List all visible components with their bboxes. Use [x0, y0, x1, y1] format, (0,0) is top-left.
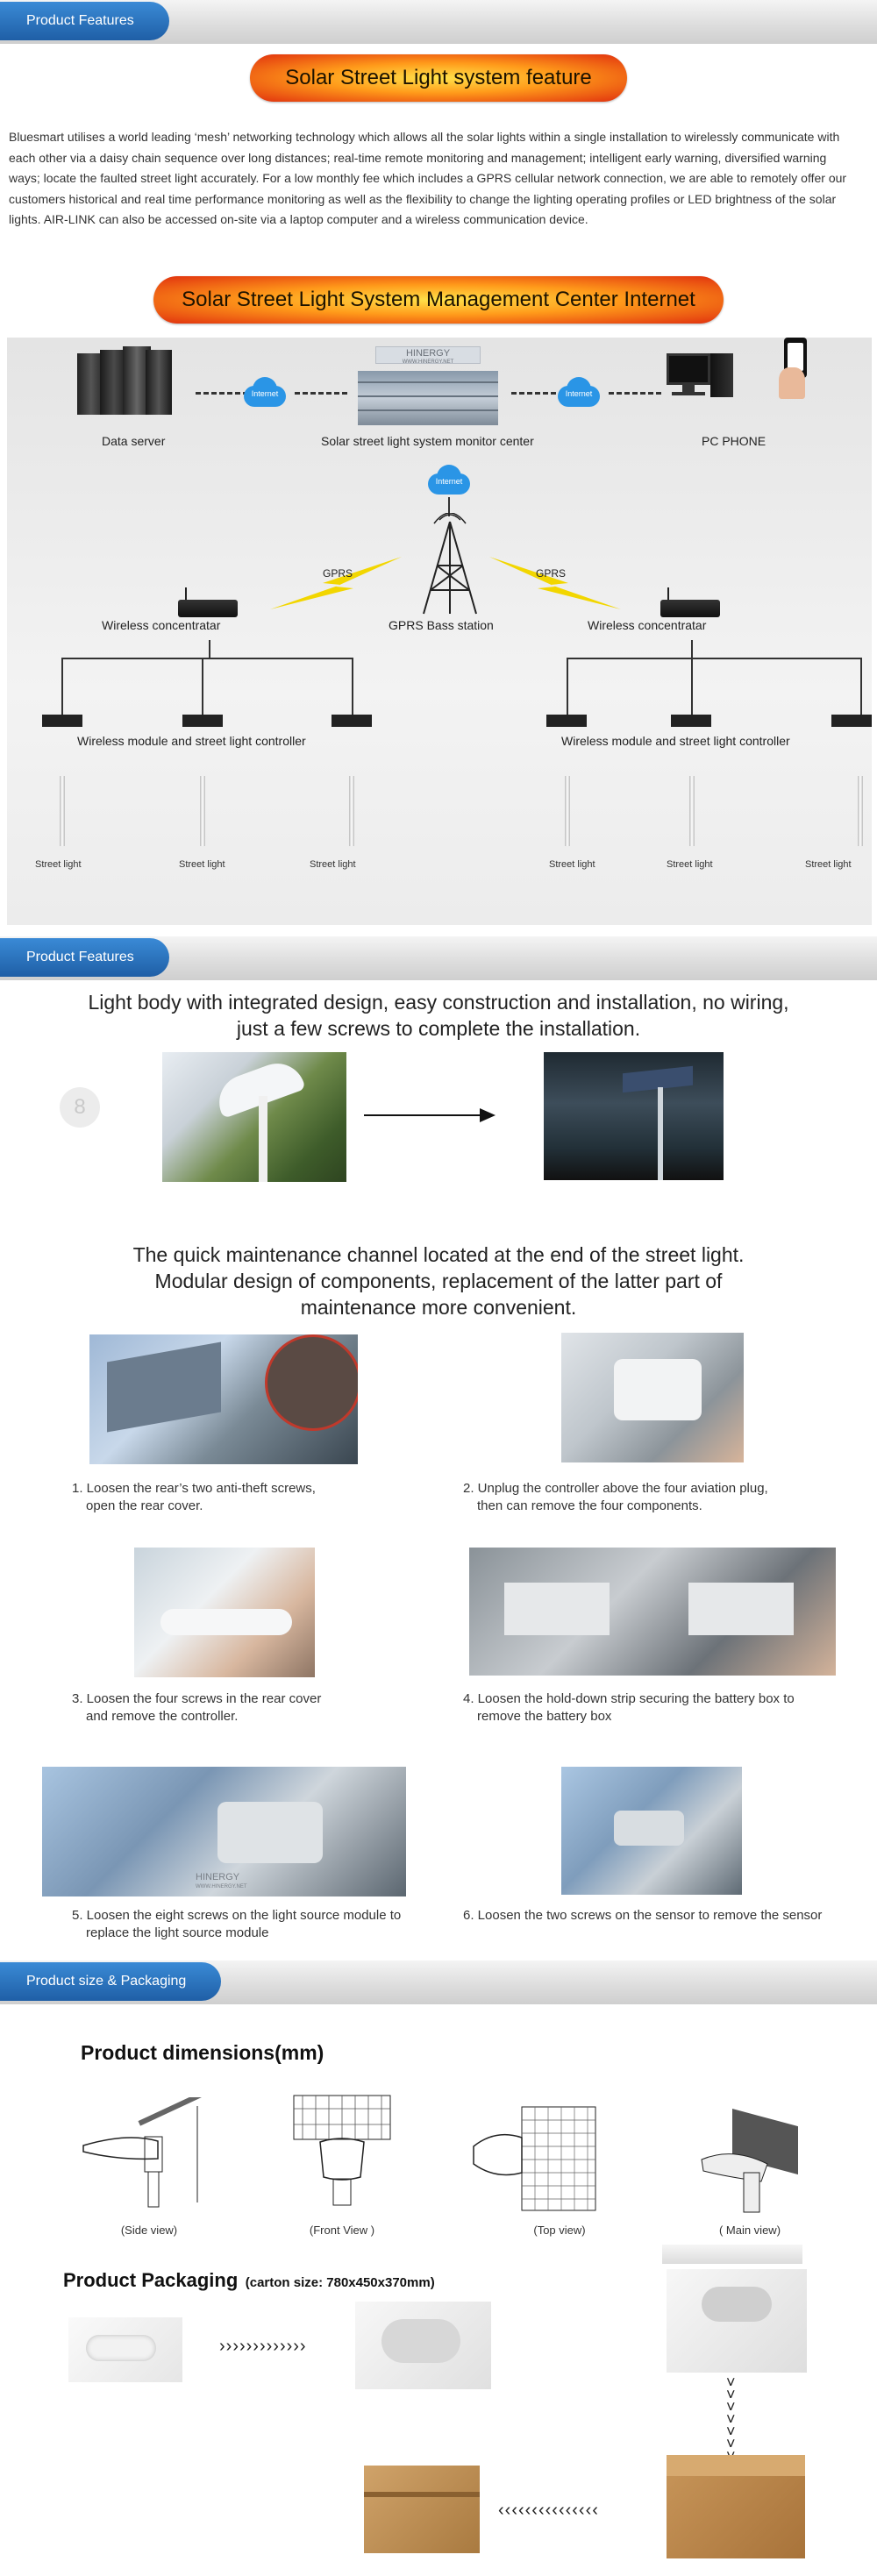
tree-line	[352, 658, 353, 719]
section-tab-features-2: Product Features	[0, 938, 169, 977]
arrow-left-sequence: ‹‹‹‹‹‹‹‹‹‹‹‹‹‹‹	[498, 2501, 599, 2520]
network-diagram	[7, 338, 872, 925]
tree-line	[567, 658, 862, 659]
tree-line	[691, 658, 693, 719]
intro-paragraph: Bluesmart utilises a world leading ‘mesh’ networking technology which allows all the solar lights within a single installation to wirelessly communicate with each other via a daisy chain sequence over long distances; real-time remote monitoring and management; intelligent early warning, diversified warning ways; locate the faulted street light accurately. For a low monthly fee which includes a GPRS cellular network connection, we are able to remotely offer our customers historical and real time performance monitoring as well as the flexibility to change the lighting operating profiles or LED brightness of the solar lights. AIR-LINK can also be accessed on-site via a laptop computer and a wireless communication device.	[9, 130, 847, 226]
install-photo-after	[544, 1052, 724, 1180]
module-box-icon	[182, 715, 223, 727]
step3-caption-line1: 3. Loosen the four screws in the rear cover	[72, 1691, 322, 1706]
concentrator-right-icon	[660, 587, 722, 619]
street-light-icon	[565, 776, 570, 846]
pc-tower-icon	[710, 353, 733, 397]
foam-with-light-photo	[355, 2302, 491, 2389]
arrow-down-sequence: ˅˅˅˅˅˅	[726, 2373, 737, 2452]
side-view-label: (Side view)	[120, 2224, 178, 2237]
packaging-title: Product Packaging	[63, 2269, 239, 2291]
concentrator-left-icon	[178, 587, 239, 619]
module-right-label: Wireless module and street light controller	[561, 734, 790, 748]
arrow-right-sequence: ›››››››››››››	[219, 2337, 307, 2356]
maint-text-line2: Modular design of components, replacement of the latter part of	[154, 1270, 723, 1292]
maint-text-line3: maintenance more convenient.	[300, 1296, 577, 1319]
arrow-right-icon	[364, 1107, 496, 1124]
street-light-icon	[60, 776, 65, 846]
street-light-icon	[689, 776, 695, 846]
section-bar-features	[0, 0, 877, 44]
top-view-drawing	[469, 2103, 601, 2217]
module-left-label: Wireless module and street light controller	[77, 734, 306, 748]
step6-photo	[561, 1767, 742, 1895]
main-view-drawing	[693, 2094, 807, 2221]
step2-photo	[561, 1333, 744, 1462]
tree-line	[209, 640, 210, 658]
headline-management-center: Solar Street Light System Management Center Internet	[153, 276, 724, 324]
street-light-icon	[349, 776, 354, 846]
gprs-label-left: GPRS	[323, 567, 353, 580]
link-dash	[609, 392, 661, 395]
module-box-icon	[42, 715, 82, 727]
step1-caption-line1: 1. Loosen the rear’s two anti-theft screws,	[72, 1481, 316, 1496]
carton-closed-photo	[364, 2466, 480, 2553]
server-rack-icon	[77, 346, 174, 416]
section-tab-size: Product size & Packaging	[0, 1962, 221, 2001]
step5-caption-line1: 5. Loosen the eight screws on the light source module to	[72, 1908, 402, 1923]
street-light-label: Street light	[667, 859, 713, 870]
tree-line	[61, 658, 63, 719]
link-dash	[295, 392, 347, 395]
packaging-title-row	[63, 2269, 435, 2292]
side-view-drawing	[75, 2097, 219, 2220]
pc-phone-label: PC PHONE	[702, 434, 766, 448]
internet-cloud-icon: Internet	[421, 465, 477, 495]
front-view-label: (Front View )	[309, 2224, 375, 2237]
tree-line	[202, 658, 203, 719]
step2-caption-line2: then can remove the four components.	[477, 1498, 702, 1513]
street-light-label: Street light	[805, 859, 852, 870]
step5-caption-line2: replace the light source module	[86, 1925, 269, 1940]
data-server-label: Data server	[102, 434, 166, 448]
brand-watermark: HINERGY	[405, 348, 451, 359]
step4-photo	[469, 1548, 836, 1676]
module-box-icon	[332, 715, 372, 727]
brand-url-watermark: WWW.HINERGY.NET	[402, 359, 454, 365]
tree-line	[691, 640, 693, 658]
tree-line	[61, 658, 353, 659]
foam-insert-photo	[68, 2317, 182, 2382]
gprs-bolt-left-icon	[270, 557, 402, 609]
step-number-badge: 8	[60, 1087, 100, 1128]
step5-photo	[42, 1767, 406, 1896]
brand-watermark: HINERGY	[196, 1872, 240, 1882]
step4-caption-line2: remove the battery box	[477, 1709, 612, 1724]
gprs-tower-icon	[406, 513, 494, 618]
install-text-line1: Light body with integrated design, easy construction and installation, no wiring,	[88, 991, 789, 1014]
main-view-label: ( Main view)	[718, 2224, 781, 2237]
concentrator-right-label: Wireless concentratar	[588, 618, 707, 632]
street-light-label: Street light	[35, 859, 82, 870]
step1-photo	[89, 1334, 358, 1464]
street-light-label: Street light	[179, 859, 225, 870]
top-view-label: (Top view)	[533, 2224, 586, 2237]
step3-photo	[134, 1548, 315, 1677]
front-view-drawing	[285, 2091, 399, 2214]
internet-cloud-icon: Internet	[551, 377, 607, 407]
foam-lid-photo	[662, 2245, 802, 2264]
dimensions-title: Product dimensions(mm)	[81, 2041, 324, 2064]
phone-icon	[779, 338, 814, 402]
step3-caption-line2: and remove the controller.	[86, 1709, 239, 1724]
concentrator-left-label: Wireless concentratar	[102, 618, 221, 632]
street-light-icon	[858, 776, 863, 846]
foam-box-photo	[667, 2269, 807, 2373]
tree-line	[567, 658, 568, 719]
carton-open-photo	[667, 2455, 805, 2558]
street-light-icon	[200, 776, 205, 846]
monitor-center-label: Solar street light system monitor center	[321, 434, 534, 448]
headline-system-feature: Solar Street Light system feature	[250, 54, 627, 102]
install-photo-before	[162, 1052, 346, 1182]
step2-caption-line1: 2. Unplug the controller above the four aviation plug,	[463, 1481, 768, 1496]
maint-text-line1: The quick maintenance channel located at the end of the street light.	[132, 1243, 745, 1266]
gprs-label-right: GPRS	[536, 567, 567, 580]
base-station-label: GPRS Bass station	[389, 618, 494, 632]
module-box-icon	[546, 715, 587, 727]
tree-line	[860, 658, 862, 719]
street-light-label: Street light	[549, 859, 595, 870]
brand-url-watermark: WWW.HINERGY.NET	[196, 1884, 247, 1889]
internet-cloud-icon: Internet	[237, 377, 293, 407]
step1-caption-line2: open the rear cover.	[86, 1498, 203, 1513]
step6-caption-line1: 6. Loosen the two screws on the sensor to remove the sensor	[463, 1908, 823, 1923]
module-box-icon	[671, 715, 711, 727]
monitor-center-building-icon	[358, 346, 498, 425]
street-light-label: Street light	[310, 859, 356, 870]
section-tab-features: Product Features	[0, 2, 169, 40]
module-box-icon	[831, 715, 872, 727]
packaging-note: (carton size: 780x450x370mm)	[245, 2275, 435, 2290]
install-text-line2: just a few screws to complete the installation.	[236, 1017, 641, 1040]
section-bar-features-2	[0, 936, 877, 980]
section-bar-size	[0, 1960, 877, 2004]
gprs-bolt-right-icon	[489, 557, 621, 609]
step4-caption-line1: 4. Loosen the hold-down strip securing the battery box to	[463, 1691, 795, 1706]
